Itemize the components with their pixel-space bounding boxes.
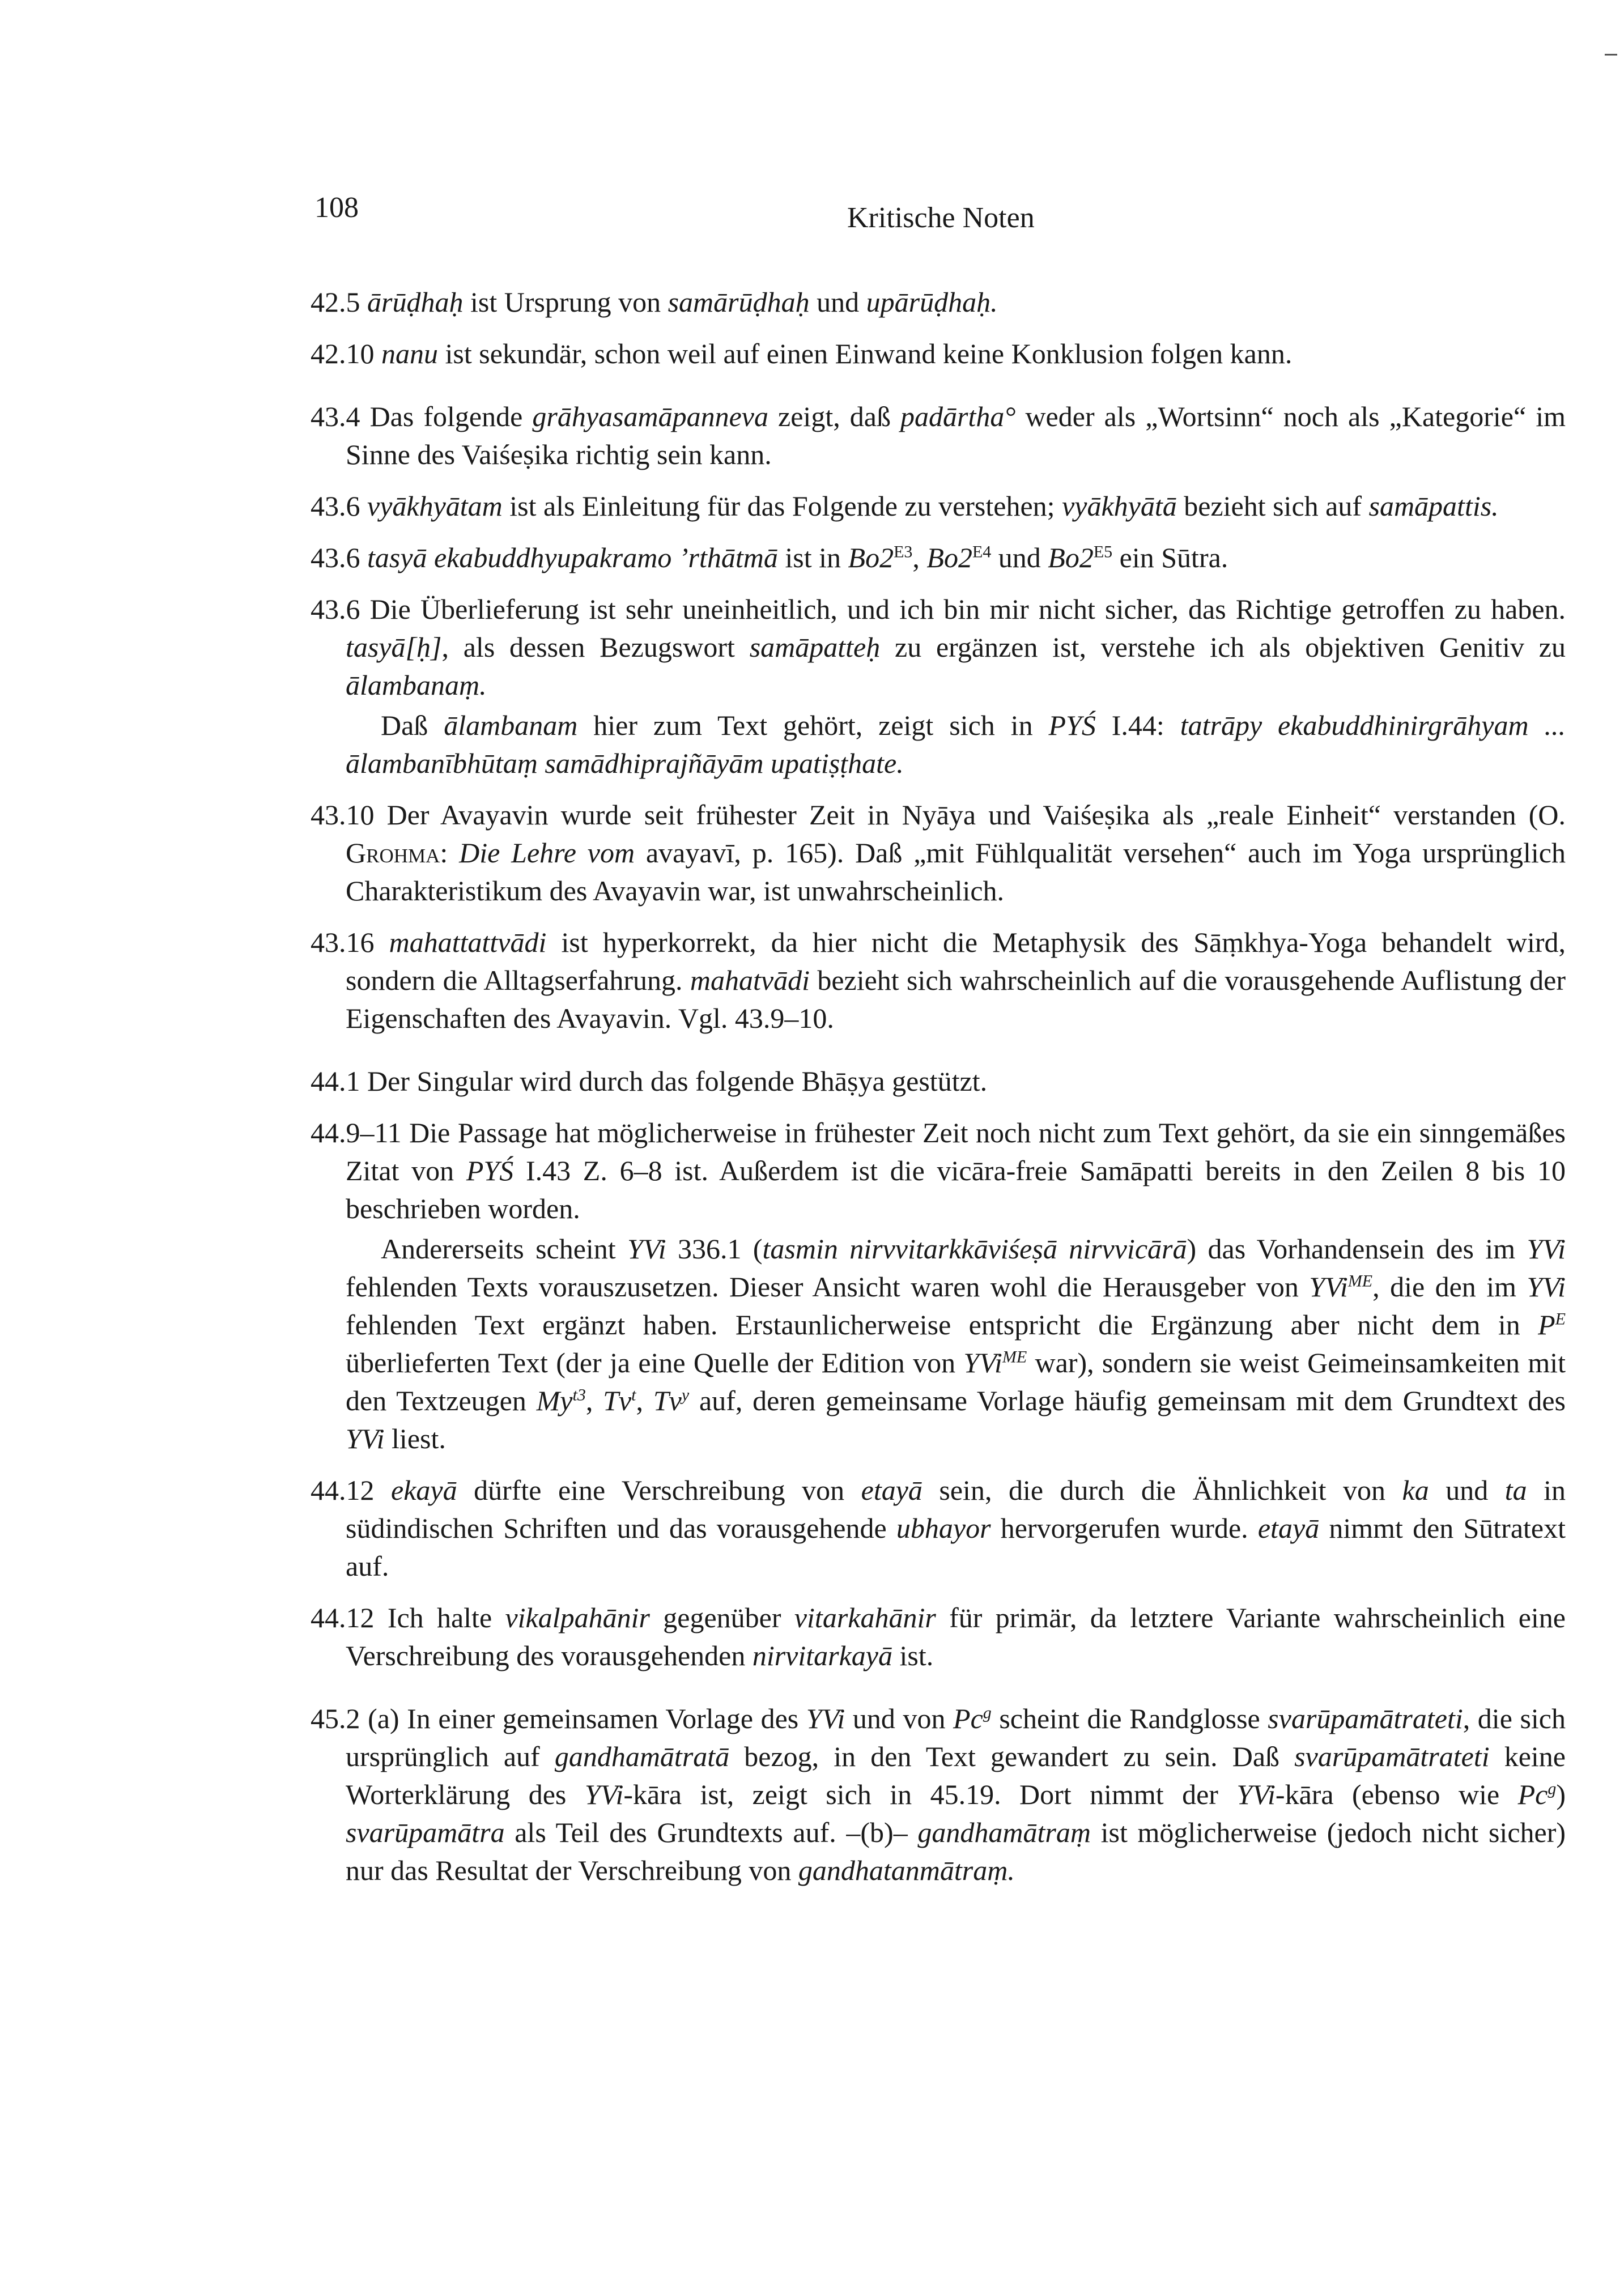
note-reference: 43.6 xyxy=(311,490,367,522)
note-reference: 43.10 xyxy=(311,799,387,831)
critical-note: 45.2 (a) In einer gemeinsamen Vorlage des YVi und von Pc$^g$ scheint die Randglosse svarūpamātrateti, die sich ursprünglich auf gandhamātratā bezog, in den Text gewandert zu sein. Daß svarūpamātrateti keine Worterklärung des YVi-kāra ist, zeigt sich in 45.19. Dort nimmt der YVi-kāra (ebenso wie Pc$^g$) svarūpamātra als Teil des Grundtexts auf. –(b)– gandhamātraṃ ist möglicherweise (jedoch nicht sicher) nur das Resultat der Verschreibung von gandhatanmātraṃ. xyxy=(311,1703,1566,1886)
critical-note: 42.5 ārūḍhaḥ ist Ursprung von samārūḍhaḥ und upārūḍhaḥ. xyxy=(311,286,998,318)
critical-note-continuation: Daß ālambanam hier zum Text gehört, zeigt sich in PYŚ I.44: tatrāpy ekabuddhinirgrāhyam ... ālambanībhūtaṃ samādhiprajñāyām upatiṣṭhate. xyxy=(346,709,1566,779)
note-reference: 44.12 xyxy=(311,1474,391,1506)
note-reference: 43.16 xyxy=(311,926,389,958)
critical-notes-list xyxy=(311,283,1566,1903)
critical-note: 44.1 Der Singular wird durch das folgende Bhāṣya gestützt. xyxy=(311,1065,988,1097)
note-reference: 44.1 xyxy=(311,1065,367,1097)
note-reference: 43.4 xyxy=(311,401,370,432)
margin-mark xyxy=(1605,54,1617,56)
running-head: Kritische Noten xyxy=(847,202,1035,234)
critical-note-continuation: Andererseits scheint YVi 336.1 (tasmin nirvvitarkkāviśeṣā nirvvicārā) das Vorhandensein des im YVi fehlenden Texts vorauszusetzen. Dieser Ansicht waren wohl die Herausgeber von YVi$^{ME}$, die den im YVi fehlenden Text ergänzt haben. Erstaunlicherweise entspricht die Ergänzung aber nicht dem in $P^E$ überlieferten Text (der ja eine Quelle der Edition von YVi$^{ME}$ war), sondern sie weist Geimeinsamkeiten mit den Textzeugen $My^{t3}$, Tv$^t$, Tv$^y$ auf, deren gemeinsame Vorlage häufig gemeinsam mit dem Grundtext des YVi liest. xyxy=(346,1233,1566,1454)
note-reference: 44.12 xyxy=(311,1602,388,1633)
page-number: 108 xyxy=(314,192,359,224)
critical-note: 44.12 Ich halte vikalpahānir gegenüber vitarkahānir für primär, da letztere Variante wahrscheinlich eine Verschreibung des vorausgehenden nirvitarkayā ist. xyxy=(311,1602,1566,1671)
critical-note: 42.10 nanu ist sekundär, schon weil auf einen Einwand keine Konklusion folgen kann. xyxy=(311,338,1293,369)
critical-note: 43.16 mahattattvādi ist hyperkorrekt, da hier nicht die Metaphysik des Sāṃkhya-Yoga behandelt wird, sondern die Alltagserfahrung. mahatvādi bezieht sich wahrscheinlich auf die vorausgehende Auflistung der Eigenschaften des Avayavin. Vgl. 43.9–10. xyxy=(311,926,1566,1034)
critical-note: 43.10 Der Avayavin wurde seit frühester Zeit in Nyāya und Vaiśeṣika als „reale Einheit“ verstanden (O. Grohma: Die Lehre vom avayavī, p. 165). Daß „mit Fühlqualität versehen“ auch im Yoga ursprünglich Charakteristikum des Avayavin war, ist unwahrscheinlich. xyxy=(311,799,1566,907)
critical-note: 43.4 Das folgende grāhyasamāpanneva zeigt, daß padārtha° weder als „Wortsinn“ noch als „Kategorie“ im Sinne des Vaiśeṣika richtig sein kann. xyxy=(311,401,1566,470)
note-reference: 42.10 xyxy=(311,338,381,369)
critical-note: 44.12 ekayā dürfte eine Verschreibung von etayā sein, die durch die Ähnlichkeit von ka und ta in südindischen Schriften und das vorausgehende ubhayor hervorgerufen wurde. etayā nimmt den Sūtratext auf. xyxy=(311,1474,1566,1582)
note-reference: 45.2 xyxy=(311,1703,368,1734)
critical-note: 44.9–11 Die Passage hat möglicherweise in frühester Zeit noch nicht zum Text gehört, da sie ein sinngemäßes Zitat von PYŚ I.43 Z. 6–8 ist. Außerdem ist die vicāra-freie Samāpatti bereits in den Zeilen 8 bis 10 beschrieben worden. xyxy=(311,1117,1566,1224)
critical-note: 43.6 vyākhyātam ist als Einleitung für das Folgende zu verstehen; vyākhyātā bezieht sich auf samāpattis. xyxy=(311,490,1499,522)
note-reference: 43.6 xyxy=(311,542,367,573)
note-reference: 43.6 xyxy=(311,593,370,625)
note-reference: 42.5 xyxy=(311,286,367,318)
critical-note: 43.6 Die Überlieferung ist sehr uneinheitlich, und ich bin mir nicht sicher, das Richtige getroffen zu haben. tasyā[ḥ], als dessen Bezugswort samāpatteḥ zu ergänzen ist, verstehe ich als objektiven Genitiv zu ālambanaṃ. xyxy=(311,593,1566,701)
critical-note: 43.6 tasyā ekabuddhyupakramo ’rthātmā ist in $Bo2^{E3}$, $Bo2^{E4}$ und $Bo2^{E5}$ ein Sūtra. xyxy=(311,542,1228,573)
note-reference: 44.9–11 xyxy=(311,1117,410,1148)
